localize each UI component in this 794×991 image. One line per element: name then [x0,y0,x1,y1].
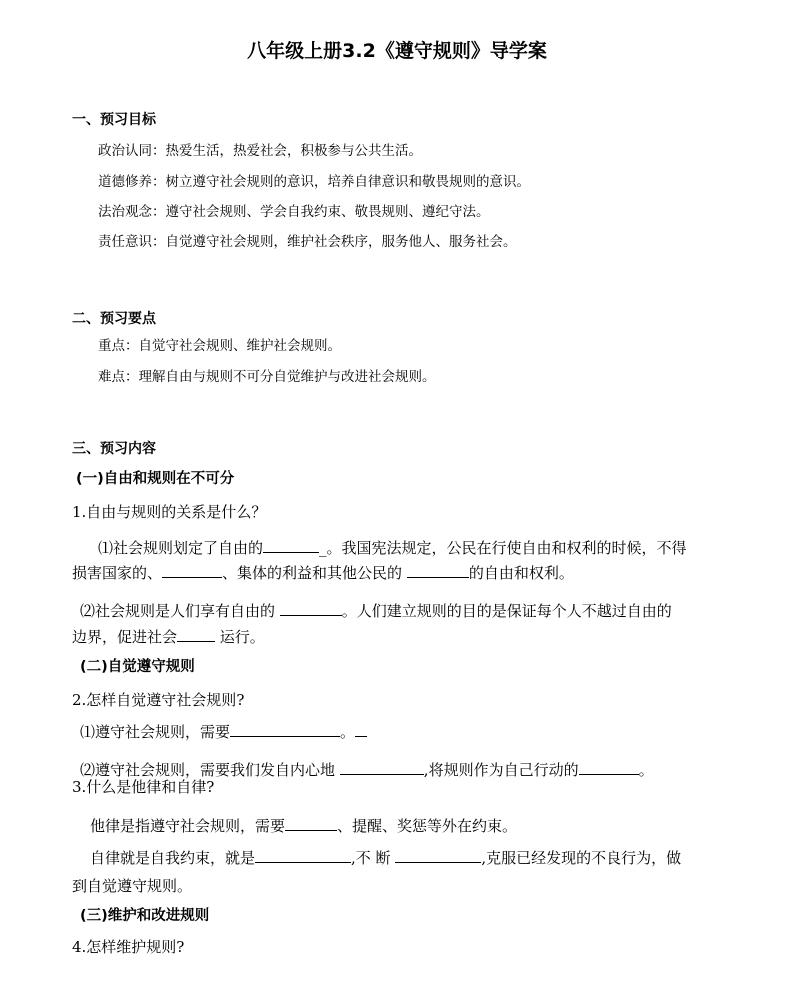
subsection-heading: (三)维护和改进规则 [80,908,210,924]
fill-blank[interactable] [255,848,351,863]
fill-blank[interactable] [395,848,481,863]
answer-line: 他律是指遵守社会规则，需要 、提醒、奖惩等外在约束。 [90,817,518,835]
answer-line: 损害国家的、 、集体的利益和其他公民的 的自由和权利。 [72,564,574,582]
fill-blank[interactable] [230,722,340,737]
answer-line: 边界，促进社会 运行。 [72,628,265,646]
key-point-item: 难点：理解自由与规则不可分自觉维护与改进社会规则。 [98,369,436,385]
page-title: 八年级上册3.2《遵守规则》导学案 [247,40,547,62]
fill-blank[interactable] [340,760,424,775]
fill-blank[interactable] [407,563,469,578]
question-2: 2.怎样自觉遵守社会规则? [72,691,245,709]
answer-line: ⑴社会规则划定了自由的 _。我国宪法规定，公民在行使自由和权利的时候，不得 [98,539,687,557]
section-heading-preview-goals: 一、预习目标 [72,112,156,128]
fill-blank[interactable] [177,627,215,642]
goal-item: 政治认同：热爱生活，热爱社会，积极参与公共生活。 [98,143,422,159]
fill-blank[interactable] [285,816,337,831]
section-heading-preview-content: 三、预习内容 [72,441,156,457]
key-point-item: 重点：自觉守社会规则、维护社会规则。 [98,338,341,354]
answer-line: ⑵遵守社会规则，需要我们发自内心地 ,将规则作为自己行动的 。 [80,761,654,779]
section-heading-key-points: 二、预习要点 [72,311,156,327]
fill-blank[interactable] [162,563,222,578]
answer-line: ⑵社会规则是人们享有自由的 。人们建立规则的目的是保证每个人不越过自由的 [80,602,672,620]
subsection-heading: (一)自由和规则在不可分 [76,471,235,487]
question-1: 1.自由与规则的关系是什么？ [72,503,267,521]
answer-line: 到自觉遵守规则。 [72,877,193,895]
fill-blank[interactable] [280,601,342,616]
answer-line: ⑴遵守社会规则，需要 。 [80,722,367,740]
fill-blank[interactable] [263,538,319,553]
answer-line: 自律就是自我约束，就是 ,不 断 ,克服已经发现的不良行为，做 [90,849,682,867]
goal-item: 道德修养：树立遵守社会规则的意识，培养自律意识和敬畏规则的意识。 [98,174,530,190]
goal-item: 责任意识：自觉遵守社会规则，维护社会秩序，服务他人、服务社会。 [98,234,517,250]
question-3: 3.什么是他律和自律? [72,778,215,796]
goal-item: 法治观念：遵守社会规则、学会自我约束、敬畏规则、遵纪守法。 [98,204,490,220]
fill-blank[interactable] [355,722,367,737]
subsection-heading: (二)自觉遵守规则 [80,659,195,675]
fill-blank[interactable] [579,760,639,775]
question-4: 4.怎样维护规则? [72,938,185,956]
